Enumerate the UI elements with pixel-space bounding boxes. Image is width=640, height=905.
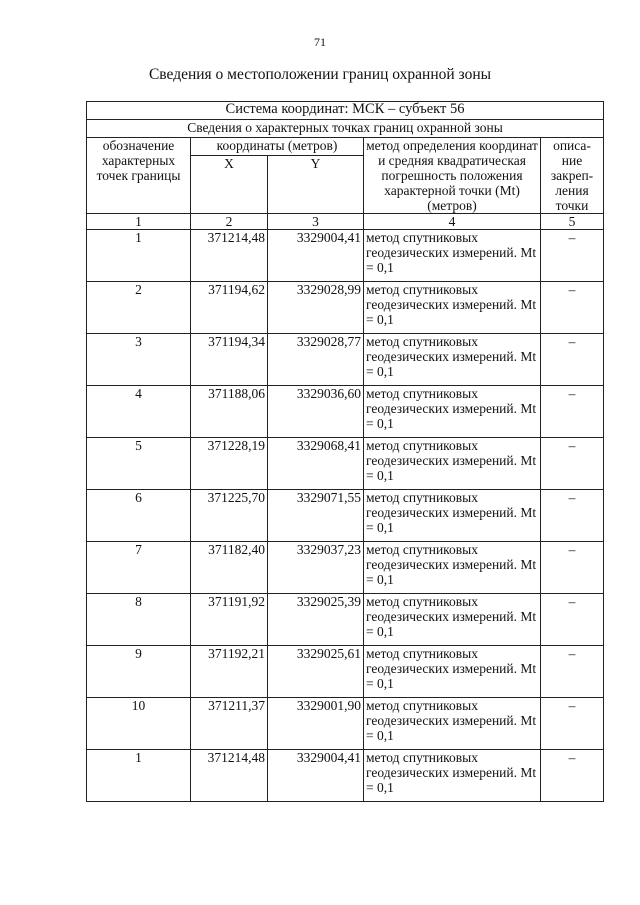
description-cell: – [541,750,604,802]
y-coordinate-cell: 3329037,23 [268,542,364,594]
description-cell: – [541,334,604,386]
x-coordinate-cell: 371192,21 [191,646,268,698]
description-cell: – [541,646,604,698]
y-coordinate-cell: 3329071,55 [268,490,364,542]
y-coordinate-cell: 3329025,61 [268,646,364,698]
column-number: 1 [87,214,191,230]
x-coordinate-cell: 371182,40 [191,542,268,594]
method-cell: метод спутниковых геодезических измерений. Mt = 0,1 [364,698,541,750]
table-row [87,698,604,750]
point-number-cell: 10 [87,698,191,750]
point-number-cell: 9 [87,646,191,698]
description-cell: – [541,230,604,282]
description-cell: – [541,542,604,594]
column-number: 4 [364,214,541,230]
x-coordinate-cell: 371228,19 [191,438,268,490]
coordinate-system-label: Система координат: МСК – субъект 56 [87,102,604,120]
y-coordinate-cell: 3329068,41 [268,438,364,490]
description-cell: – [541,438,604,490]
x-coordinate-cell: 371194,34 [191,334,268,386]
description-cell: – [541,698,604,750]
x-coordinate-cell: 371225,70 [191,490,268,542]
point-number-cell: 3 [87,334,191,386]
y-coordinate-cell: 3329036,60 [268,386,364,438]
point-number-cell: 8 [87,594,191,646]
table-row [87,230,604,282]
table-row [87,490,604,542]
table-row [87,750,604,802]
description-cell: – [541,386,604,438]
method-cell: метод спутниковых геодезических измерений. Mt = 0,1 [364,750,541,802]
x-coordinate-cell: 371191,92 [191,594,268,646]
y-coordinate-cell: 3329004,41 [268,230,364,282]
point-number-cell: 2 [87,282,191,334]
y-coordinate-cell: 3329025,39 [268,594,364,646]
table-row [87,386,604,438]
document-title: Сведения о местоположении границ охранной зоны [148,66,492,83]
y-coordinate-cell: 3329001,90 [268,698,364,750]
column-numbers-row [87,214,604,230]
x-coordinate-cell: 371214,48 [191,750,268,802]
column-number: 3 [268,214,364,230]
header-designation: обозначение характерных точек границы [87,138,191,214]
points-heading-label: Сведения о характерных точках границ охранной зоны [87,120,604,138]
method-cell: метод спутниковых геодезических измерений. Mt = 0,1 [364,490,541,542]
header-coordinates: координаты (метров) [191,138,364,156]
point-number-cell: 5 [87,438,191,490]
table-row [87,282,604,334]
method-cell: метод спутниковых геодезических измерений. Mt = 0,1 [364,386,541,438]
description-cell: – [541,490,604,542]
method-cell: метод спутниковых геодезических измерений. Mt = 0,1 [364,646,541,698]
point-number-cell: 1 [87,750,191,802]
column-number: 5 [541,214,604,230]
table-row [87,438,604,490]
page-number: 71 [314,35,326,49]
coordinate-system-row [87,102,604,120]
y-coordinate-cell: 3329004,41 [268,750,364,802]
x-coordinate-cell: 371194,62 [191,282,268,334]
method-cell: метод спутниковых геодезических измерений. Mt = 0,1 [364,542,541,594]
point-number-cell: 4 [87,386,191,438]
header-description: описа-ние закреп-ления точки [541,138,604,214]
point-number-cell: 6 [87,490,191,542]
table-row [87,334,604,386]
method-cell: метод спутниковых геодезических измерений. Mt = 0,1 [364,230,541,282]
point-number-cell: 7 [87,542,191,594]
method-cell: метод спутниковых геодезических измерений. Mt = 0,1 [364,334,541,386]
description-cell: – [541,282,604,334]
column-number: 2 [191,214,268,230]
points-heading-row [87,120,604,138]
description-cell: – [541,594,604,646]
header-x: X [191,156,268,214]
method-cell: метод спутниковых геодезических измерений. Mt = 0,1 [364,282,541,334]
x-coordinate-cell: 371211,37 [191,698,268,750]
table-row [87,542,604,594]
method-cell: метод спутниковых геодезических измерений. Mt = 0,1 [364,438,541,490]
boundary-points-table [86,101,604,802]
x-coordinate-cell: 371188,06 [191,386,268,438]
x-coordinate-cell: 371214,48 [191,230,268,282]
method-cell: метод спутниковых геодезических измерений. Mt = 0,1 [364,594,541,646]
y-coordinate-cell: 3329028,77 [268,334,364,386]
header-row-1 [87,138,604,156]
table-row [87,646,604,698]
table-row [87,594,604,646]
y-coordinate-cell: 3329028,99 [268,282,364,334]
point-number-cell: 1 [87,230,191,282]
header-method: метод определения координат и средняя квадратическая погрешность положения характерной точки (Mt) (метров) [364,138,541,214]
header-y: Y [268,156,364,214]
